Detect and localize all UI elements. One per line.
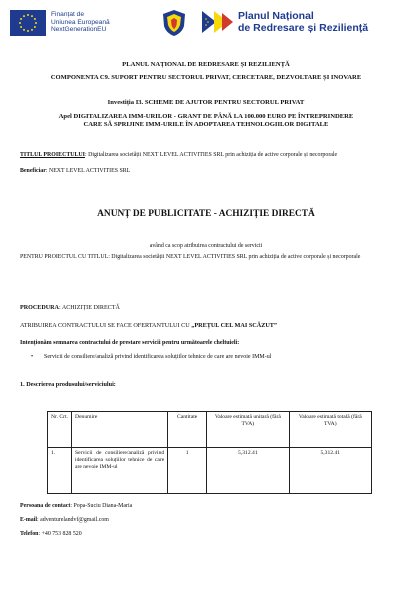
- header-denumire: Denumire: [72, 412, 168, 448]
- pnrr-label: [238, 10, 368, 34]
- pnrr-line-1: Planul Național: [238, 10, 314, 22]
- announcement-project: PENTRU PROIECTUL CU TITLUL: Digitalizarea societății NEXT LEVEL ACTIVITIES SRL prin achiziția de active corporale și necorporale: [20, 254, 361, 260]
- contact-person-label: Persoana de contact: [20, 503, 71, 509]
- award-criterion: [20, 322, 394, 329]
- cell-cantitate: 1: [168, 448, 207, 494]
- project-title-value: : Digitalizarea societății NEXT LEVEL ACTIVITIES SRL prin achiziția de active corporale și necorporale: [84, 152, 338, 158]
- project-title-label: TITLUL PROIECTULUI: [20, 152, 85, 158]
- contact-email-value: : adventurelandvf@gmail.com: [37, 517, 109, 523]
- title-line-2: COMPONENTA C9. SUPORT PENTRU SECTORUL PRIVAT, CERCETARE, DEZVOLTARE ȘI INOVARE: [50, 74, 362, 81]
- procedure-label: PROCEDURA: [20, 305, 59, 311]
- title-line-1: PLANUL NAȚIONAL DE REDRESARE ȘI REZILIENȚĂ: [122, 61, 290, 68]
- beneficiary-value: : NEXT LEVEL ACTIVITIES SRL: [45, 168, 131, 174]
- cell-denumire: Servicii de consiliere/analiză privind identificarea soluțiilor tehnice de care are nevoie IMM-ul: [72, 448, 168, 494]
- beneficiary-label: Beneficiar: [20, 168, 46, 174]
- table-header-row: [48, 412, 372, 448]
- eu-line-1: Finanțat de: [51, 11, 84, 18]
- title-line-3: Investiția I3. SCHEME DE AJUTOR PENTRU SECTORUL PRIVAT: [107, 99, 305, 106]
- pnrr-logo-icon: [200, 9, 234, 35]
- eu-flag-icon: [10, 10, 46, 36]
- award-criterion-prefix: ATRIBUIREA CONTRACTULUI SE FACE OFERTANTULUI CU: [20, 322, 192, 329]
- announcement-scope: având ca scop atribuirea contractului de servicii: [149, 243, 263, 249]
- cell-valoare-totala: 5,312.41: [289, 448, 371, 494]
- contact-email: [20, 517, 394, 524]
- description-heading: 1. Descrierea produsului/serviciului:: [20, 381, 116, 388]
- intention-statement: Intenționăm semnarea contractului de prestare servicii pentru următoarele cheltuieli:: [20, 340, 240, 346]
- table-row: [48, 448, 372, 494]
- contact-phone-label: Telefon: [20, 531, 39, 537]
- project-title: [20, 152, 394, 159]
- contact-person-value: : Popa-Suciu Diana-Maria: [70, 503, 133, 509]
- contact-email-label: E-mail: [20, 517, 38, 523]
- header-cantitate: Cantitate: [168, 412, 207, 448]
- procedure-value: : ACHIZIȚIE DIRECTĂ: [58, 305, 120, 311]
- document-header: [0, 0, 412, 46]
- title-line-4: Apel DIGITALIZAREA IMM-URILOR - GRANT DE PÂNĂ LA 100.000 EURO PE ÎNTREPRINDERE CARE SĂ SPRIJINE IMM-URILE ÎN ADOPTAREA TEHNOLOGIILOR DIGITALE: [58, 113, 354, 128]
- government-crest-icon: [160, 8, 188, 38]
- cell-valoare-unitara: 5,312.41: [207, 448, 289, 494]
- procedure: [20, 305, 394, 312]
- eu-funding-label: [51, 11, 110, 34]
- service-bullet-text: Servicii de consiliere/analiză privind identificarea soluțiilor tehnice de care are nevoie IMM-ul: [44, 354, 272, 360]
- contact-person: [20, 503, 394, 510]
- header-valoare-unitara: Valoare estimată unitară (fără TVA): [207, 412, 289, 448]
- product-table: [47, 411, 372, 494]
- award-criterion-value: „PREȚUL CEL MAI SCĂZUT”: [191, 322, 278, 329]
- bullet-icon: •: [31, 354, 34, 360]
- contact-phone: [20, 531, 394, 538]
- beneficiary: [20, 168, 394, 175]
- service-bullet: [31, 354, 394, 361]
- eu-line-2: Uniunea Europeană: [51, 18, 110, 26]
- announcement-heading: ANUNȚ DE PUBLICITATE - ACHIZIȚIE DIRECTĂ: [97, 209, 315, 219]
- eu-line-3: NextGenerationEU: [51, 26, 107, 34]
- cell-nr: 1.: [48, 448, 72, 494]
- pnrr-line-2: de Redresare și Reziliență: [238, 22, 369, 34]
- contact-phone-value: : +40 753 828 520: [38, 531, 82, 537]
- header-nr: Nr. Crt.: [48, 412, 72, 448]
- header-valoare-totala: Valoare estimată totală (fără TVA): [289, 412, 371, 448]
